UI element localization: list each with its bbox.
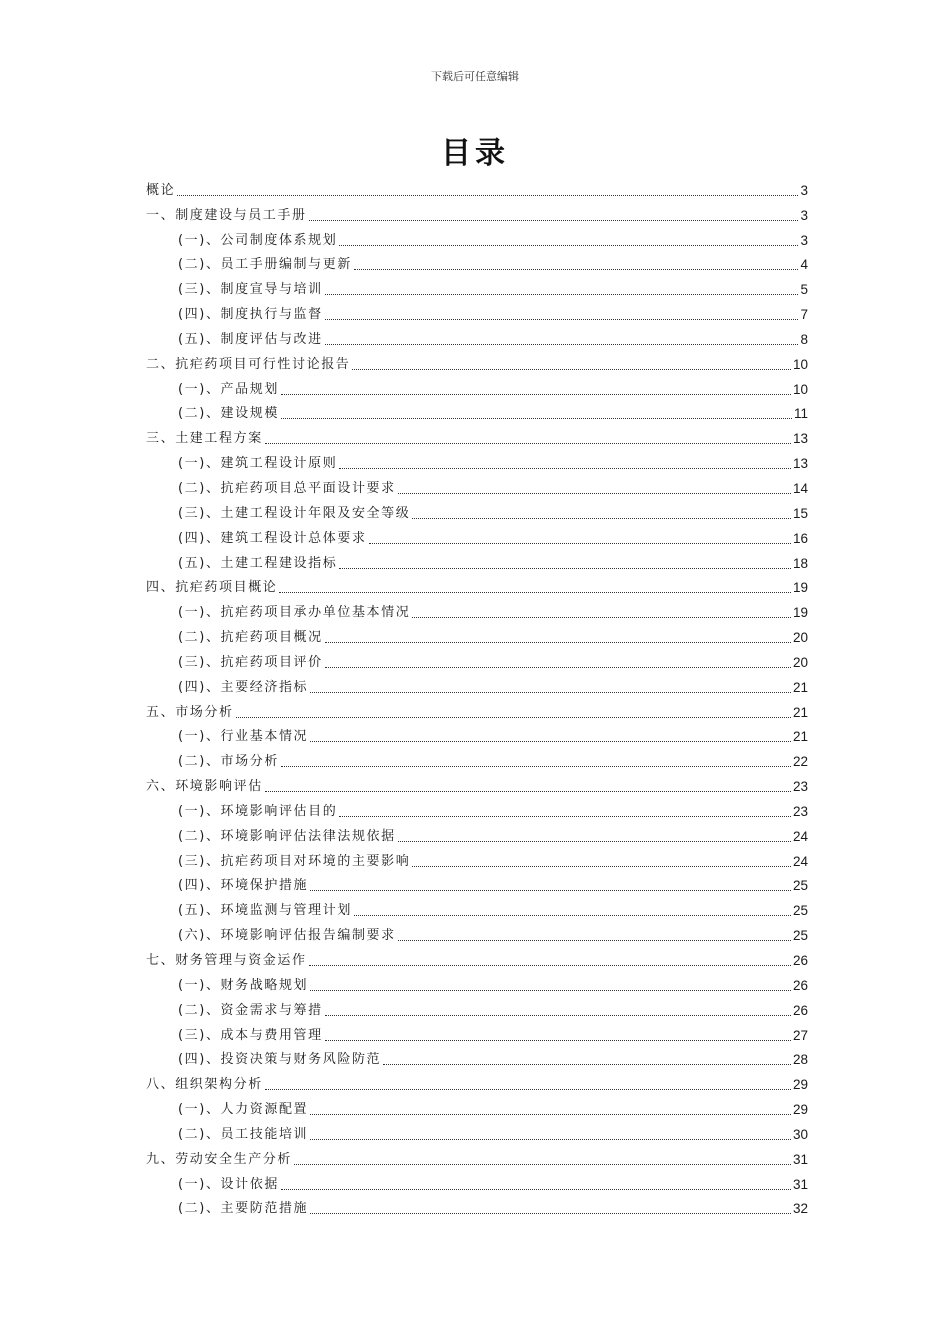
toc-chapter-entry[interactable] bbox=[146, 176, 808, 201]
toc-section-entry[interactable] bbox=[146, 449, 808, 474]
dot-leader bbox=[310, 1138, 791, 1140]
toc-section-entry[interactable] bbox=[146, 971, 808, 996]
toc-entry-title: (二)、抗疟药项目总平面设计要求 bbox=[178, 480, 396, 496]
toc-entry-title: 四、抗疟药项目概论 bbox=[146, 580, 278, 596]
toc-entry-title: 八、组织架构分析 bbox=[146, 1077, 263, 1093]
dot-leader bbox=[383, 1063, 791, 1065]
toc-page-number: 24 bbox=[792, 828, 808, 844]
toc-page-number: 30 bbox=[792, 1126, 808, 1142]
toc-entry-title: 概论 bbox=[146, 182, 176, 198]
toc-page-number: 13 bbox=[792, 431, 808, 447]
toc-entry-title: (一)、产品规划 bbox=[178, 381, 279, 397]
dot-leader bbox=[177, 194, 798, 196]
toc-entry-title: 五、市场分析 bbox=[146, 704, 234, 720]
toc-page-number: 18 bbox=[792, 555, 808, 571]
toc-entry-title: (三)、抗疟药项目对环境的主要影响 bbox=[178, 853, 411, 869]
toc-page-number: 10 bbox=[792, 381, 808, 397]
toc-section-entry[interactable] bbox=[146, 623, 808, 648]
toc-section-entry[interactable] bbox=[146, 723, 808, 748]
toc-page-number: 22 bbox=[792, 754, 808, 770]
toc-section-entry[interactable] bbox=[146, 872, 808, 897]
dot-leader bbox=[325, 666, 791, 668]
toc-entry-title: (六)、环境影响评估报告编制要求 bbox=[178, 928, 396, 944]
dot-leader bbox=[398, 492, 791, 494]
toc-page-number: 21 bbox=[792, 679, 808, 695]
toc-page-number: 16 bbox=[792, 530, 808, 546]
toc-section-entry[interactable] bbox=[146, 474, 808, 499]
dot-leader bbox=[369, 542, 791, 544]
dot-leader bbox=[398, 840, 791, 842]
toc-page-number: 31 bbox=[792, 1151, 808, 1167]
dot-leader bbox=[412, 865, 791, 867]
table-of-contents bbox=[146, 176, 808, 1219]
toc-section-entry[interactable] bbox=[146, 921, 808, 946]
toc-page-number: 20 bbox=[792, 654, 808, 670]
toc-page-number: 20 bbox=[792, 630, 808, 646]
toc-section-entry[interactable] bbox=[146, 822, 808, 847]
dot-leader bbox=[265, 442, 791, 444]
toc-section-entry[interactable] bbox=[146, 400, 808, 425]
toc-section-entry[interactable] bbox=[146, 747, 808, 772]
toc-section-entry[interactable] bbox=[146, 375, 808, 400]
toc-entry-title: 七、财务管理与资金运作 bbox=[146, 953, 307, 968]
toc-section-entry[interactable] bbox=[146, 1195, 808, 1220]
dot-leader bbox=[339, 467, 791, 469]
toc-page-number: 27 bbox=[792, 1027, 808, 1043]
toc-page-number: 10 bbox=[792, 356, 808, 372]
toc-section-entry[interactable] bbox=[146, 847, 808, 872]
toc-page-number: 15 bbox=[792, 505, 808, 521]
toc-entry-title: (一)、抗疟药项目承办单位基本情况 bbox=[178, 605, 411, 621]
toc-entry-title: 三、土建工程方案 bbox=[146, 431, 263, 447]
toc-chapter-entry[interactable] bbox=[146, 201, 808, 226]
dot-leader bbox=[310, 989, 791, 991]
toc-entry-title: (二)、主要防范措施 bbox=[178, 1201, 309, 1217]
toc-entry-title: (一)、环境影响评估目的 bbox=[178, 803, 338, 819]
toc-section-entry[interactable] bbox=[146, 896, 808, 921]
toc-page-number: 3 bbox=[800, 232, 808, 248]
dot-leader bbox=[412, 517, 791, 519]
toc-section-entry[interactable] bbox=[146, 524, 808, 549]
dot-leader bbox=[309, 219, 798, 221]
toc-entry-title: (二)、环境影响评估法律法规依据 bbox=[178, 828, 396, 844]
toc-chapter-entry[interactable] bbox=[146, 698, 808, 723]
toc-entry-title: (五)、环境监测与管理计划 bbox=[178, 903, 352, 919]
dot-leader bbox=[279, 591, 791, 593]
toc-chapter-entry[interactable] bbox=[146, 424, 808, 449]
toc-section-entry[interactable] bbox=[146, 1095, 808, 1120]
dot-leader bbox=[354, 914, 791, 916]
toc-entry-title: (二)、资金需求与筹措 bbox=[178, 1002, 323, 1018]
toc-entry-title: (四)、建筑工程设计总体要求 bbox=[178, 530, 367, 546]
dot-leader bbox=[265, 790, 791, 792]
toc-page-number: 24 bbox=[792, 853, 808, 869]
dot-leader bbox=[310, 1212, 791, 1214]
dot-leader bbox=[398, 939, 791, 941]
dot-leader bbox=[412, 616, 791, 618]
toc-section-entry[interactable] bbox=[146, 226, 808, 251]
toc-entry-title: (一)、公司制度体系规划 bbox=[178, 232, 338, 248]
toc-chapter-entry[interactable] bbox=[146, 946, 808, 971]
toc-page-number: 7 bbox=[800, 307, 808, 323]
dot-leader bbox=[294, 1163, 791, 1165]
toc-entry-title: (一)、行业基本情况 bbox=[178, 729, 309, 745]
toc-section-entry[interactable] bbox=[146, 1170, 808, 1195]
dot-leader bbox=[325, 318, 798, 320]
toc-entry-title: 六、环境影响评估 bbox=[146, 779, 263, 795]
toc-page-number: 26 bbox=[792, 953, 808, 968]
toc-chapter-entry[interactable] bbox=[146, 574, 808, 599]
toc-page-number: 23 bbox=[792, 779, 808, 795]
toc-entry-title: (一)、财务战略规划 bbox=[178, 977, 309, 993]
toc-section-entry[interactable] bbox=[146, 275, 808, 300]
toc-entry-title: 二、抗疟药项目可行性讨论报告 bbox=[146, 356, 351, 372]
toc-page-number: 32 bbox=[792, 1201, 808, 1217]
toc-chapter-entry[interactable] bbox=[146, 350, 808, 375]
dot-leader bbox=[352, 368, 791, 370]
toc-page-number: 25 bbox=[792, 878, 808, 894]
toc-page-number: 25 bbox=[792, 928, 808, 944]
toc-page-number: 19 bbox=[792, 580, 808, 596]
toc-section-entry[interactable] bbox=[146, 1120, 808, 1145]
toc-entry-title: (五)、土建工程建设指标 bbox=[178, 555, 338, 571]
dot-leader bbox=[310, 691, 791, 693]
toc-section-entry[interactable] bbox=[146, 1021, 808, 1046]
toc-page-number: 11 bbox=[793, 406, 808, 422]
toc-entry-title: (四)、主要经济指标 bbox=[178, 679, 309, 695]
toc-page-number: 23 bbox=[792, 803, 808, 819]
toc-section-entry[interactable] bbox=[146, 648, 808, 673]
toc-page-number: 28 bbox=[792, 1052, 808, 1068]
toc-entry-title: (一)、人力资源配置 bbox=[178, 1102, 309, 1118]
dot-leader bbox=[281, 765, 791, 767]
toc-section-entry[interactable] bbox=[146, 325, 808, 350]
toc-section-entry[interactable] bbox=[146, 499, 808, 524]
dot-leader bbox=[310, 1113, 791, 1115]
toc-page-number: 21 bbox=[792, 729, 808, 745]
page-title: 目录 bbox=[441, 136, 509, 171]
toc-entry-title: (四)、制度执行与监督 bbox=[178, 307, 323, 323]
toc-entry-title: (二)、市场分析 bbox=[178, 754, 279, 770]
dot-leader bbox=[354, 268, 798, 270]
toc-entry-title: (四)、环境保护措施 bbox=[178, 878, 309, 894]
page-header-note: 下载后可任意编辑 bbox=[431, 70, 519, 83]
dot-leader bbox=[236, 716, 791, 718]
dot-leader bbox=[310, 740, 791, 742]
toc-chapter-entry[interactable] bbox=[146, 1145, 808, 1170]
toc-section-entry[interactable] bbox=[146, 598, 808, 623]
toc-page-number: 8 bbox=[800, 331, 808, 347]
toc-section-entry[interactable] bbox=[146, 251, 808, 276]
toc-page-number: 3 bbox=[800, 207, 808, 223]
dot-leader bbox=[325, 343, 798, 345]
toc-entry-title: (一)、设计依据 bbox=[178, 1176, 279, 1192]
dot-leader bbox=[325, 641, 791, 643]
toc-section-entry[interactable] bbox=[146, 673, 808, 698]
toc-page-number: 19 bbox=[792, 605, 808, 621]
toc-entry-title: (二)、抗疟药项目概况 bbox=[178, 630, 323, 646]
dot-leader bbox=[339, 815, 791, 817]
toc-entry-title: (二)、员工手册编制与更新 bbox=[178, 257, 352, 273]
toc-entry-title: (三)、抗疟药项目评价 bbox=[178, 654, 323, 670]
toc-section-entry[interactable] bbox=[146, 797, 808, 822]
dot-leader bbox=[325, 293, 798, 295]
dot-leader bbox=[325, 1014, 791, 1016]
toc-entry-title: (五)、制度评估与改进 bbox=[178, 331, 323, 347]
toc-entry-title: (二)、建设规模 bbox=[178, 406, 279, 422]
toc-entry-title: 九、劳动安全生产分析 bbox=[146, 1151, 293, 1167]
toc-entry-title: (一)、建筑工程设计原则 bbox=[178, 456, 338, 472]
toc-page-number: 21 bbox=[792, 704, 808, 720]
toc-page-number: 31 bbox=[792, 1176, 808, 1192]
toc-entry-title: (四)、投资决策与财务风险防范 bbox=[178, 1052, 382, 1068]
dot-leader bbox=[281, 1188, 791, 1190]
toc-section-entry[interactable] bbox=[146, 1046, 808, 1071]
dot-leader bbox=[265, 1088, 791, 1090]
dot-leader bbox=[339, 244, 798, 246]
toc-page-number: 29 bbox=[792, 1102, 808, 1118]
toc-section-entry[interactable] bbox=[146, 996, 808, 1021]
toc-entry-title: (二)、员工技能培训 bbox=[178, 1126, 309, 1142]
dot-leader bbox=[281, 417, 792, 419]
toc-entry-title: (三)、成本与费用管理 bbox=[178, 1027, 323, 1043]
toc-page-number: 4 bbox=[800, 257, 808, 273]
toc-page-number: 29 bbox=[792, 1077, 808, 1093]
dot-leader bbox=[339, 567, 791, 569]
toc-page-number: 3 bbox=[800, 182, 808, 198]
toc-section-entry[interactable] bbox=[146, 300, 808, 325]
toc-entry-title: 一、制度建设与员工手册 bbox=[146, 207, 307, 223]
toc-page-number: 13 bbox=[792, 456, 808, 472]
toc-page-number: 25 bbox=[792, 903, 808, 919]
dot-leader bbox=[310, 889, 791, 891]
toc-page-number: 14 bbox=[792, 480, 808, 496]
toc-page-number: 5 bbox=[800, 282, 808, 298]
toc-entry-title: (三)、制度宣导与培训 bbox=[178, 282, 323, 298]
dot-leader bbox=[325, 1039, 791, 1041]
dot-leader bbox=[281, 393, 791, 395]
toc-chapter-entry[interactable] bbox=[146, 772, 808, 797]
toc-page-number: 26 bbox=[792, 977, 808, 993]
toc-page-number: 26 bbox=[792, 1002, 808, 1018]
toc-chapter-entry[interactable] bbox=[146, 1070, 808, 1095]
dot-leader bbox=[309, 964, 791, 966]
toc-section-entry[interactable] bbox=[146, 549, 808, 574]
toc-entry-title: (三)、土建工程设计年限及安全等级 bbox=[178, 505, 411, 521]
